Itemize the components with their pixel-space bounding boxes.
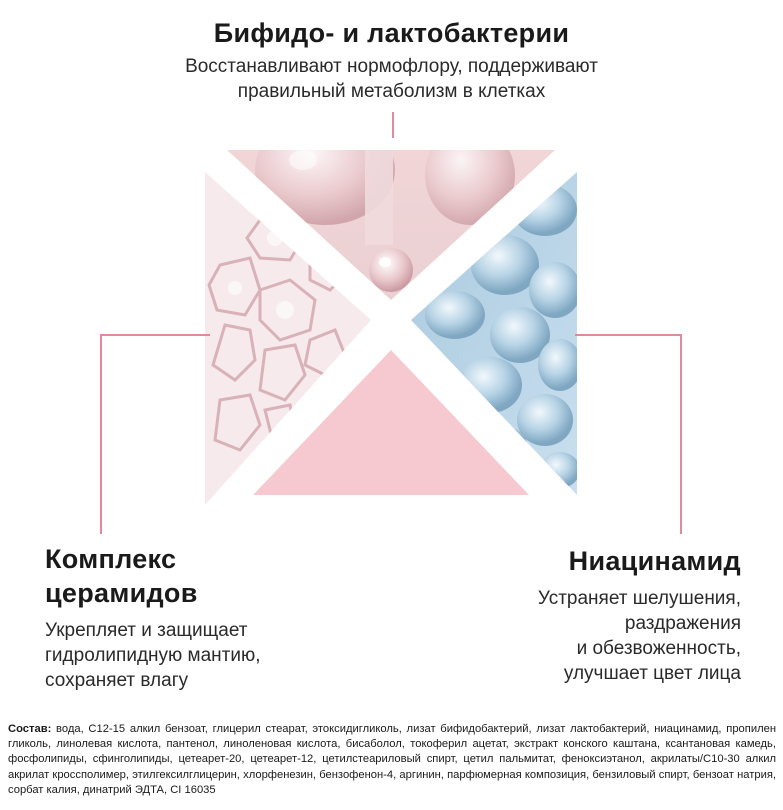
left-desc-line3: сохраняет влагу (45, 670, 189, 691)
right-connector-v (680, 334, 682, 534)
right-desc-line1: Устраняет шелушения, (537, 588, 741, 609)
right-desc-line2: раздражения (624, 613, 741, 634)
left-heading-line1: Комплекс (45, 544, 177, 574)
left-connector-h (100, 334, 210, 336)
right-desc-line3: и обезвоженность, (576, 638, 741, 659)
ingredients-label: Состав: (8, 723, 52, 735)
top-connector-line (392, 112, 394, 138)
left-heading-line2: церамидов (45, 578, 198, 608)
ingredients-list (8, 722, 776, 798)
top-desc-line2: правильный метаболизм в клетках (237, 81, 546, 102)
left-desc-line2: гидролипидную мантию, (45, 645, 261, 666)
right-desc-line4: улучшает цвет лица (563, 663, 741, 684)
left-desc-line1: Укрепляет и защищает (45, 620, 248, 641)
left-connector-v (100, 334, 102, 534)
top-heading: Бифидо- и лактобактерии (213, 18, 570, 48)
right-connector-h (575, 334, 682, 336)
right-heading: Ниацинамид (568, 546, 741, 576)
top-desc-line1: Восстанавливают нормофлору, поддерживают (185, 56, 598, 77)
ingredients-illustration (205, 150, 577, 520)
ingredients-text: вода, С12-15 алкил бензоат, глицерил стеарат, этоксидигликоль, лизат бифидобактерий, лизат лактобактерий, ниацинамид, пропилен гликоль, линолевая кислота, пантенол, линоленовая кислота, бисаболол, токоферил ацетат, экстракт конского каштана, ксантановая камедь, фосфолипиды, сфинголипиды, цетеарет-20, цетеарет-12, цетилстеариловый спирт, цетил пальмитат, феноксиэтанол, акрилаты/С10-30 алкил акрилат кроссполимер, этилгексилглицерин, хлорфенезин, бензофенон-4, аргинин, парфюмерная композиция, бензиловый спирт, бензоат натрия, сорбат калия, динатрий ЭДТА, CI 16035 (8, 723, 777, 796)
